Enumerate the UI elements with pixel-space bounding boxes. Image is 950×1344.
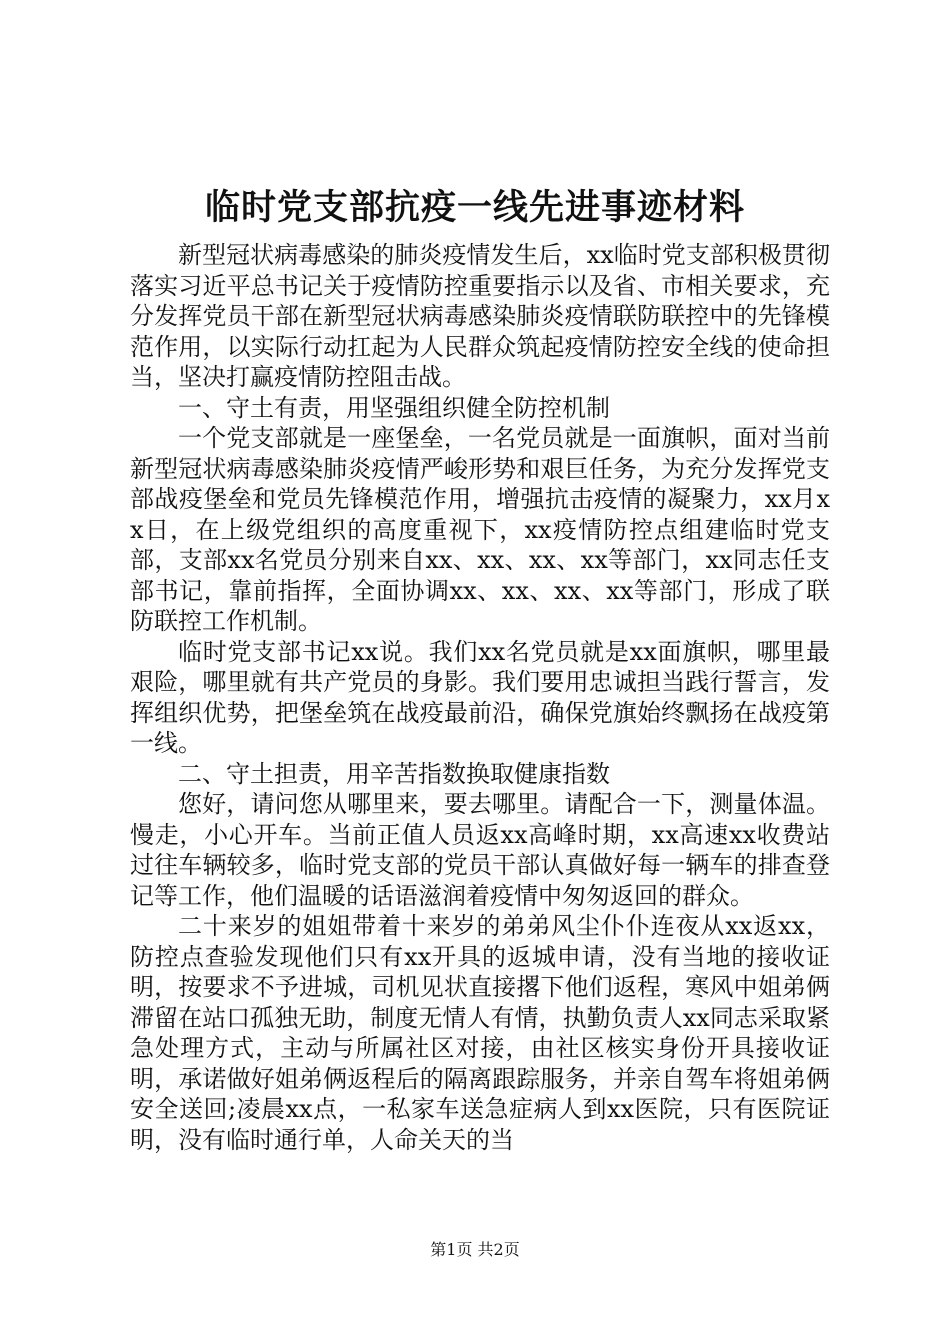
document-body xyxy=(130,240,830,1155)
intro-paragraph: 新型冠状病毒感染的肺炎疫情发生后，xx临时党支部积极贯彻落实习近平总书记关于疫情防控重要指示以及省、市相关要求，充分发挥党员干部在新型冠状病毒感染肺炎疫情联防联控中的先锋模范作用，以实际行动扛起为人民群众筑起疫情防控安全线的使命担当，坚决打赢疫情防控阻击战。 xyxy=(130,241,830,391)
section-heading-1: 一、守土有责，用坚强组织健全防控机制 xyxy=(178,393,610,422)
body-paragraph: 您好，请问您从哪里来，要去哪里。请配合一下，测量体温。慢走，小心开车。当前正值人员返xx高峰时期，xx高速xx收费站过往车辆较多，临时党支部的党员干部认真做好每一辆车的排查登记等工作，他们温暖的话语滋润着疫情中匆匆返回的群众。 xyxy=(130,790,830,910)
body-paragraph: 二十来岁的姐姐带着十来岁的弟弟风尘仆仆连夜从xx返xx，防控点查验发现他们只有xx开具的返城申请，没有当地的接收证明，按要求不予进城，司机见状直接撂下他们返程，寒风中姐弟俩滞留在站口孤独无助，制度无情人有情，执勤负责人xx同志采取紧急处理方式，主动与所属社区对接，由社区核实身份开具接收证明，承诺做好姐弟俩返程后的隔离跟踪服务，并亲自驾车将姐弟俩安全送回;凌晨xx点，一私家车送急症病人到xx医院，只有医院证明，没有临时通行单，人命关天的当 xyxy=(130,912,830,1154)
body-paragraph: 一个党支部就是一座堡垒，一名党员就是一面旗帜，面对当前新型冠状病毒感染肺炎疫情严峻形势和艰巨任务，为充分发挥党支部战疫堡垒和党员先锋模范作用，增强抗击疫情的凝聚力，xx月xx日，在上级党组织的高度重视下，xx疫情防控点组建临时党支部，支部xx名党员分别来自xx、xx、xx、xx等部门，xx同志任支部书记，靠前指挥，全面协调xx、xx、xx、xx等部门，形成了联防联控工作机制。 xyxy=(130,424,830,635)
document-title: 临时党支部抗疫一线先进事迹材料 xyxy=(204,187,745,228)
body-paragraph: 临时党支部书记xx说。我们xx名党员就是xx面旗帜，哪里最艰险，哪里就有共产党员的身影。我们要用忠诚担当践行誓言，发挥组织优势，把堡垒筑在战疫最前沿，确保党旗始终飘扬在战疫第一线。 xyxy=(130,637,830,757)
page-footer: 第1页 共2页 xyxy=(430,1240,520,1259)
section-heading-2: 二、守土担责，用辛苦指数换取健康指数 xyxy=(178,759,610,788)
